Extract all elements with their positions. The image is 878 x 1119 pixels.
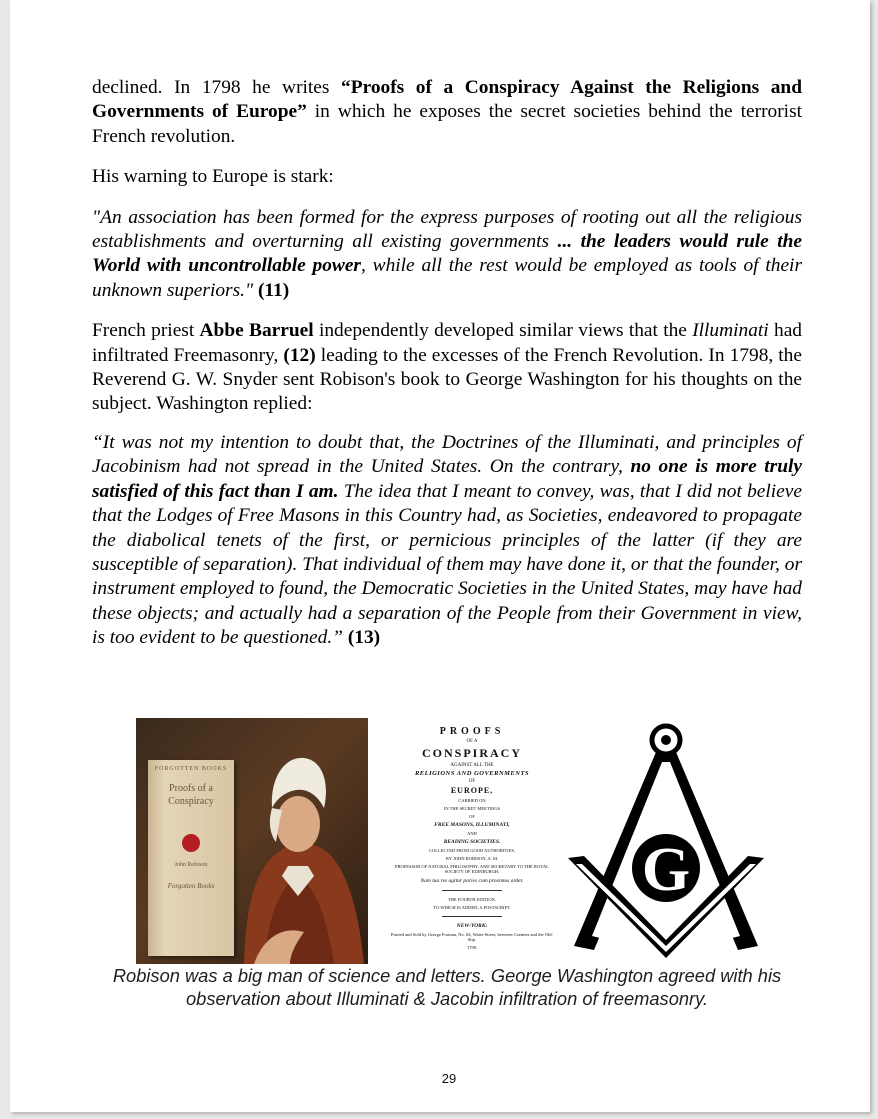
title-page-line: Nam tua res agitur paries cum proximus ardet. xyxy=(420,878,524,884)
title-page-line: FREE MASONS, ILLUMINATI, xyxy=(434,822,510,828)
rule-divider xyxy=(442,890,502,891)
title-page-line: EUROPE, xyxy=(450,786,494,795)
title-page-line: PROFESSOR OF NATURAL PHILOSOPHY, AND SECRETARY TO THE ROYAL SOCIETY OF EDINBURGH. xyxy=(395,864,549,874)
text-run: “Proofs of a Conspiracy Against the Religions and Governments of Europe” xyxy=(92,77,802,123)
text-run: (11) xyxy=(257,279,290,301)
text-run: ... the leaders would rule the World with uncontrollable power xyxy=(92,231,803,277)
title-page-line: OF xyxy=(469,814,475,819)
body-paragraph xyxy=(92,165,802,189)
body-paragraph xyxy=(92,319,802,417)
text-run: (12) xyxy=(283,344,316,366)
title-page-line: TO WHICH IS ADDED, A POSTSCRIPT. xyxy=(433,905,511,910)
body-text xyxy=(92,76,802,667)
book-cover-image xyxy=(148,760,234,956)
text-run: independently developed similar views that the xyxy=(313,320,693,342)
text-run: “It was not my intention to doubt that, the Doctrines of the Illuminati, and principles of Jacobinism had not spread in the United States. On the contrary, xyxy=(92,431,802,478)
text-run: leading to the excesses of the French Revolution. In 1798, the Reverend G. W. Snyder sent Robison's book to George Washington for his thoughts on the subject. Washington replied: xyxy=(92,344,802,415)
title-page-line: READING SOCIETIES. xyxy=(443,839,501,845)
body-paragraph xyxy=(92,76,802,149)
document-page xyxy=(10,0,870,1112)
title-page-line: CARRIED ON xyxy=(458,798,486,803)
title-page-line: CONSPIRACY xyxy=(421,746,522,760)
book-title: Proofs of a Conspiracy xyxy=(168,783,214,807)
robison-portrait-image xyxy=(136,718,368,964)
title-page-line: OF A xyxy=(466,739,478,744)
text-run: "An association has been formed for the express purposes of rooting out all the religious establishments and overturning all existing governments xyxy=(92,206,802,253)
title-page-image xyxy=(388,726,556,958)
title-page-line: COLLECTED FROM GOOD AUTHORITIES, xyxy=(429,848,515,853)
text-run: Abbe Barruel xyxy=(199,320,314,342)
illustration-row xyxy=(136,718,786,966)
image-caption: Robison was a big man of science and letters. George Washington agreed with his observation about Illuminati & Jacobin infiltration of freemasonry. xyxy=(112,965,782,1009)
quoted-passage xyxy=(92,206,802,304)
rule-divider xyxy=(442,916,502,917)
book-publisher: Forgotten Books xyxy=(167,882,215,890)
text-run: His warning to Europe is stark: xyxy=(92,166,334,188)
quoted-passage xyxy=(92,431,802,651)
square-and-compass-icon xyxy=(568,718,764,966)
title-page-line: AND xyxy=(467,831,477,836)
wax-seal-icon xyxy=(182,834,200,852)
text-run: , while all the rest would be employed as tools of their unknown superiors." xyxy=(92,255,802,301)
portrait-figure-icon xyxy=(224,726,368,964)
text-run: The idea that I meant to convey, was, that I did not believe that the Lodges of Free Masons in this Country had, as Societies, endeavored to propagate the diabolical tenets of the first, or pernicious principles of the latter (if they are susceptible of separation). That individual of them may have done it, or that the founder, or instrument employed to found, the Democratic Societies in the United States, may have had these objects; and actually had a separation of the People from their Government in view, is too evident to be questioned.” xyxy=(92,480,802,649)
text-run: French priest xyxy=(92,320,200,342)
emblem-letter: G xyxy=(641,836,691,904)
book-author: John Robison xyxy=(174,862,208,868)
title-page-line: RELIGIONS AND GOVERNMENTS xyxy=(414,770,530,777)
title-page-line: IN THE SECRET MEETINGS xyxy=(443,806,501,811)
title-page-line: NEW-YORK: xyxy=(456,923,488,929)
title-page-line: Printed and Sold by George Forman, No. 64, Water-Street, between Coenties and the Old-Slip. xyxy=(391,932,553,942)
text-run: (13) xyxy=(347,627,381,649)
text-run: in which he exposes the secret societies behind the terrorist French revolution. xyxy=(92,101,802,147)
text-run: declined. In 1798 he writes xyxy=(92,77,342,98)
title-page-line: PROOFS xyxy=(439,726,505,737)
page-number: 29 xyxy=(441,1071,457,1086)
title-page-line: AGAINST ALL THE xyxy=(450,763,494,768)
title-page-line: THE FOURTH EDITION. xyxy=(447,897,497,902)
text-run: no one is more truly satisfied of this fact than I am. xyxy=(92,456,802,502)
title-page-line: BY JOHN ROBISON, A. M. xyxy=(445,856,499,861)
text-run: had infiltrated Freemasonry, xyxy=(92,320,802,366)
text-run: Illuminati xyxy=(692,320,769,342)
book-series: FORGOTTEN BOOKS xyxy=(154,766,228,772)
title-page-line: OF xyxy=(468,779,476,784)
title-page-line: 1798. xyxy=(466,945,478,950)
